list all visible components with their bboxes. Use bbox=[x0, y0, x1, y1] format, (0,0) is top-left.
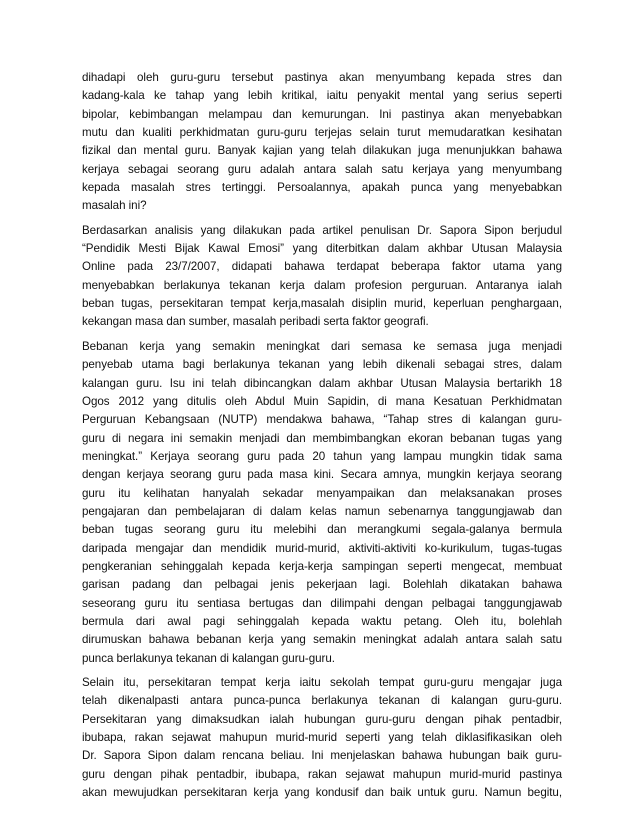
text-line: kepada masalah stres tertinggi. Persoalannya, apakah punca yang menyebabkan bbox=[82, 181, 562, 195]
text-line: guru di negara ini semakin menjadi dan membimbangkan ekoran bebanan tugas yang bbox=[82, 431, 562, 445]
text-line: pengajaran dan pembelajaran di dalam kelas namun sebenarnya tanggungjawab dan bbox=[82, 504, 562, 518]
text-line: kadang-kala ke tahap yang lebih kritikal, iaitu penyakit mental yang serius seperti bbox=[82, 89, 562, 103]
text-line: ibubapa, rakan sejawat mahupun murid-murid seperti yang telah diklasifikasikan oleh bbox=[82, 731, 562, 745]
text-line: meningkat.” Kerjaya seorang guru pada 20 tahun yang lampau mungkin tidak sama bbox=[82, 449, 562, 463]
paragraph-1 bbox=[82, 69, 562, 216]
text-line: Selain itu, persekitaran tempat kerja iaitu sekolah tempat guru-guru mengajar juga bbox=[82, 676, 562, 689]
text-line: kekangan masa dan sumber, masalah peribadi serta faktor geografi. bbox=[82, 315, 429, 329]
text-line: dirumuskan bahawa bebanan kerja yang semakin meningkat adalah antara salah satu bbox=[82, 633, 562, 647]
text-line: fizikal dan mental guru. Banyak kajian yang telah dilakukan juga menunjukkan bahawa bbox=[82, 144, 562, 158]
text-line: beban tugas seorang guru itu melebihi dan merangkumi segala-galanya bermula bbox=[82, 523, 562, 537]
text-line: pengkeranian sehinggalah kepada kerja-kerja sampingan seperti mengecat, membuat bbox=[82, 559, 562, 573]
text-line: garisan padang dan pelbagai jenis pekerjaan lagi. Bolehlah dikatakan bahawa bbox=[82, 578, 562, 592]
paragraph-4 bbox=[82, 674, 562, 802]
text-line: masalah ini? bbox=[82, 199, 147, 213]
text-line: bermula dari awal pagi sehinggalah kepada waktu petang. Oleh itu, bolehlah bbox=[82, 614, 562, 628]
text-line: menyebabkan berlakunya tekanan kerja dalam profesion perguruan. Antaranya ialah bbox=[82, 278, 562, 292]
text-line: Online pada 23/7/2007, didapati bahawa terdapat beberapa faktor utama yang bbox=[82, 260, 562, 274]
text-line: dengan kerjaya seorang guru pada masa kini. Secara amnya, mungkin kerjaya seorang bbox=[82, 468, 562, 482]
text-line: guru dengan pihak pentadbir, ibubapa, rakan sejawat mahupun murid-murid pastinya bbox=[82, 767, 562, 781]
text-line: telah dikenalpasti antara punca-punca berlakunya tekanan di kalangan guru-guru. bbox=[82, 694, 562, 708]
text-line: bipolar, kebimbangan melampau dan kemurungan. Ini pastinya akan menyebabkan bbox=[82, 107, 562, 121]
text-line: Persekitaran yang dimaksudkan ialah hubungan guru-guru dengan pihak pentadbir, bbox=[82, 712, 562, 726]
text-line: beban tugas, persekitaran tempat kerja,masalah disiplin murid, keperluan penghargaan, bbox=[82, 297, 562, 311]
text-line: akan mewujudkan persekitaran kerja yang kondusif dan baik untuk guru. Namun begitu, bbox=[82, 786, 562, 800]
text-line: Perguruan Kebangsaan (NUTP) mendakwa bahawa, “Tahap stres di kalangan guru- bbox=[82, 413, 562, 427]
text-line: punca berlakunya tekanan di kalangan guru-guru. bbox=[82, 651, 335, 665]
text-line: Berdasarkan analisis yang dilakukan pada artikel penulisan Dr. Sapora Sipon berjudul bbox=[82, 223, 562, 237]
text-line: dihadapi oleh guru-guru tersebut pastinya akan menyumbang kepada stres dan bbox=[82, 71, 562, 84]
text-line: mutu dan kualiti perkhidmatan guru-guru terjejas selain turut memudaratkan kesihatan bbox=[82, 126, 562, 140]
paragraph-2 bbox=[82, 222, 562, 332]
text-line: daripada mengajar dan mendidik murid-murid, aktiviti-aktiviti ko-kurikulum, tugas-tugas bbox=[82, 541, 562, 555]
text-line: seseorang guru itu sentiasa bertugas dan dilimpahi dengan pelbagai tanggungjawab bbox=[82, 596, 562, 610]
paragraph-3 bbox=[82, 338, 562, 668]
body-text bbox=[82, 69, 562, 808]
text-line: kerjaya sebagai seorang guru adalah antara salah satu kerjaya yang menyumbang bbox=[82, 162, 562, 176]
text-line: guru itu kelihatan hanyalah sekadar menyampaikan dan melaksanakan proses bbox=[82, 486, 562, 500]
text-line: Bebanan kerja yang semakin meningkat dari semasa ke semasa juga menjadi bbox=[82, 339, 562, 353]
text-line: Ogos 2012 yang ditulis oleh Abdul Muin Sapidin, di mana Kesatuan Perkhidmatan bbox=[82, 394, 562, 408]
text-line: penyebab utama bagi berlakunya tekanan yang lebih dikenali sebagai stres, dalam bbox=[82, 358, 562, 372]
text-line: “Pendidik Mesti Bijak Kawal Emosi” yang diterbitkan dalam akhbar Utusan Malaysia bbox=[82, 242, 562, 256]
text-line: kalangan guru. Isu ini telah dibincangkan dalam akhbar Utusan Malaysia bertarikh 18 bbox=[82, 376, 562, 390]
text-line: Dr. Sapora Sipon dalam rencana beliau. Ini menjelaskan bahawa hubungan baik guru- bbox=[82, 749, 562, 763]
